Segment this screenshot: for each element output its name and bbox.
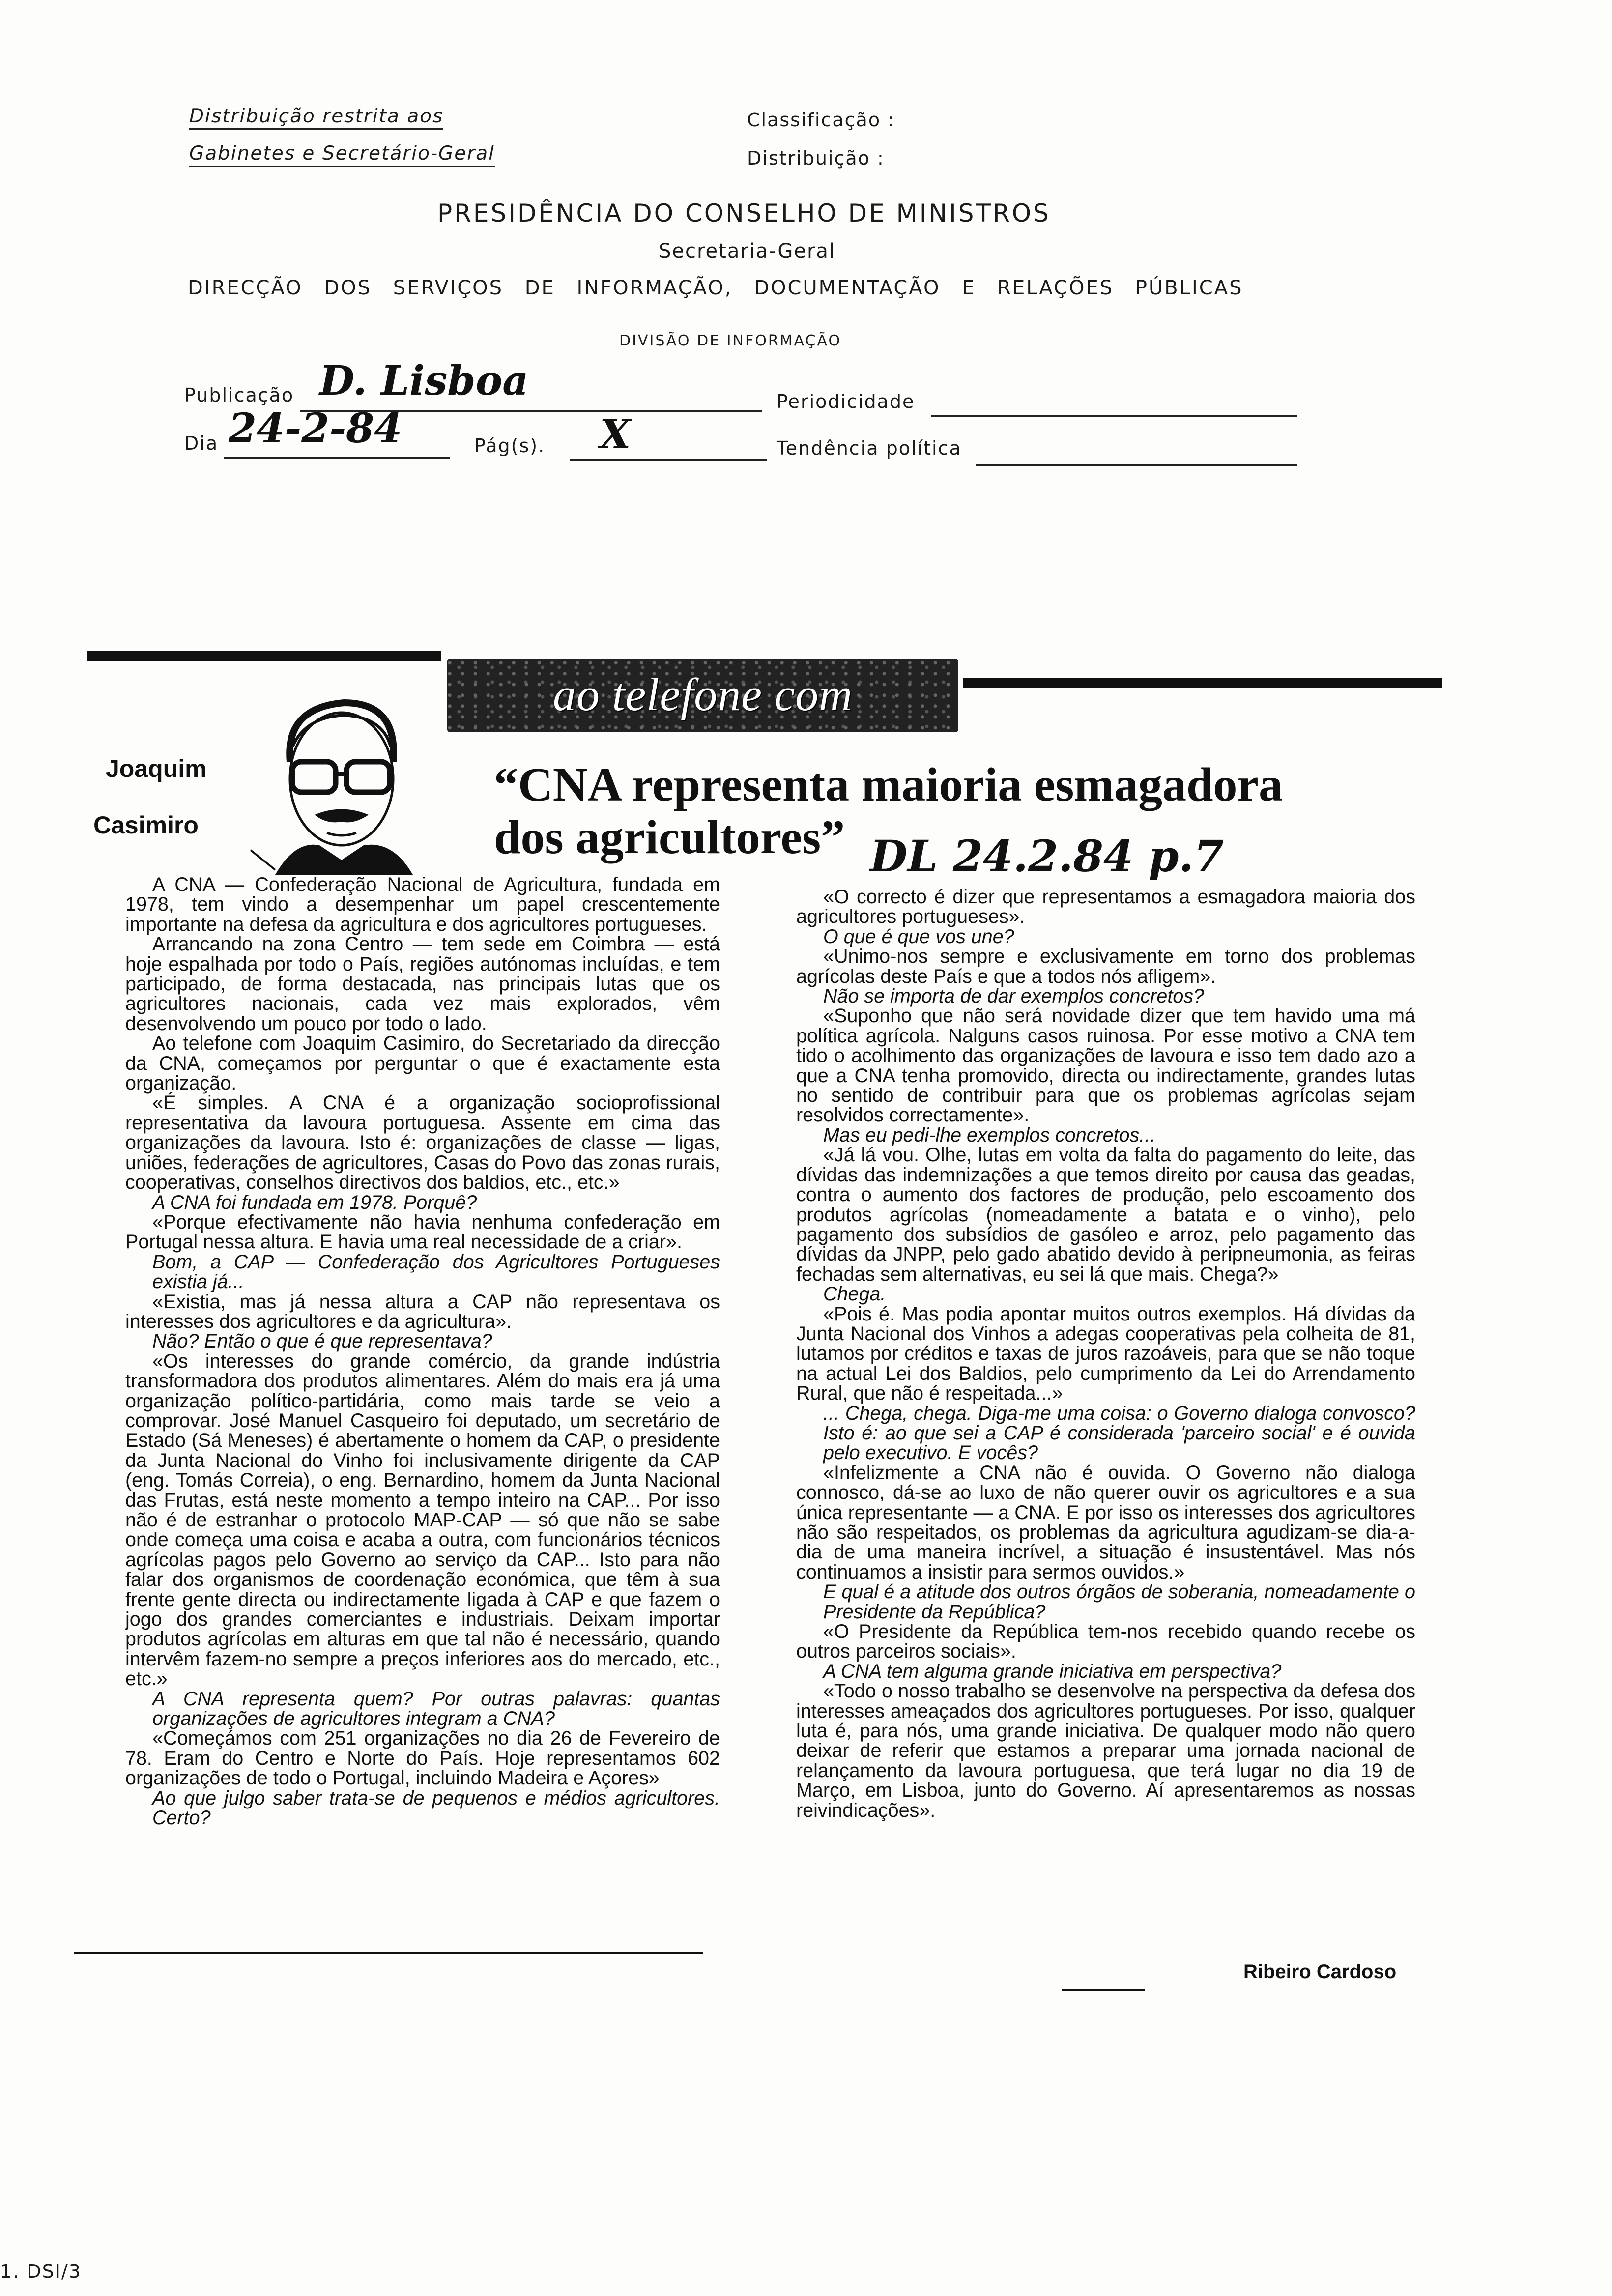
secretaria-geral: Secretaria-Geral: [659, 240, 836, 262]
paragraph: «Unimo-nos sempre e exclusivamente em torno dos problemas agrícolas deste País e que a todos nós afligem».: [796, 946, 1415, 987]
right-column: [796, 887, 1415, 1963]
paragraph: «Começámos com 251 organizações no dia 26 de Fevereiro de 78. Eram do Centro e Norte do País. Hoje representamos 602 organizações de todo o Portugal, incluindo Madeira e Açores»: [125, 1727, 720, 1789]
handwritten-ref: DL 24.2.84 p.7: [870, 831, 1224, 882]
banner-title: ao telefone com: [552, 669, 853, 720]
distribution-note-line2: Gabinetes e Secretário-Geral: [189, 143, 495, 167]
form-code: 1. DSI/3: [0, 2261, 82, 2282]
publicacao-label: Publicação: [184, 384, 294, 406]
paragraph: «É simples. A CNA é a organização socioprofissional representativa da lavoura portuguesa. Assente em cima das organizações da lavoura. Isto é: organizações de classe — ligas, uniões, federações de agricultores, Casas do Povo das zonas rurais, cooperativas, conselhos directivos dos baldios, etc., etc.»: [125, 1092, 720, 1194]
paragraph: A CNA foi fundada em 1978. Porquê?: [152, 1191, 477, 1213]
paragraph: A CNA — Confederação Nacional de Agricultura, fundada em 1978, tem vindo a desempenhar um papel crescentemente importante na defesa da agricultura e dos agricultores portugueses.: [125, 875, 720, 935]
paragraph: Chega.: [823, 1283, 886, 1305]
pags-value: X: [600, 411, 631, 458]
headline-line1: “CNA representa maioria esmagadora: [494, 758, 1283, 811]
paragraph: «Os interesses do grande comércio, da grande indústria transformadora dos produtos alimentares. Além do mais era já uma organização político-partidária, como mais tarde se veio a comprovar. José Manuel Casqueiro foi deputado, um secretário de Estado (Sá Meneses) é abertamente o homem da CAP, o presidente da Junta Nacional do Vinho foi inclusivamente dirigente da CAP (eng. Tomás Correia), o eng. Bernardino, homem da Junta Nacional das Frutas, está neste momento a tempo inteiro na CAP... Por isso não é de estranhar o protocolo MAP-CAP — só que não se sabe onde começa uma coisa e acaba a outra, com funcionários técnicos agrícolas pagos pelo Governo ao serviço da CAP... Isto para não falar dos organismos de coordenação económica, que têm à sua frente gente directa ou indirectamente ligada à CAP e que fazem o jogo dos grandes comerciantes e industriais. Deixam importar produtos agrícolas em alturas em que tal não é necessário, quando intervêm fazem-no sempre a preços inferiores aos do mercado, etc., etc.»: [125, 1350, 720, 1690]
divisao-informacao: DIVISÃO DE INFORMAÇÃO: [619, 332, 842, 349]
top-rule-left: [87, 651, 441, 661]
section-banner: [447, 659, 958, 732]
paragraph: «Porque efectivamente não havia nenhuma confederação em Portugal nessa altura. E havia uma real necessidade de a criar».: [125, 1211, 720, 1253]
paragraph: Não se importa de dar exemplos concretos?: [823, 985, 1205, 1007]
paragraph: Mas eu pedi-lhe exemplos concretos...: [823, 1124, 1156, 1146]
person-last-name: Casimiro: [93, 811, 199, 839]
pags-label: Pág(s).: [474, 435, 546, 457]
author-byline: Ribeiro Cardoso: [1243, 1961, 1397, 1982]
tendencia-field: [976, 440, 1297, 466]
distribution-note-line1: Distribuição restrita aos: [189, 105, 443, 130]
dia-label: Dia: [184, 432, 219, 454]
paragraph: Não? Então o que é que representava?: [152, 1330, 492, 1352]
paragraph: Ao telefone com Joaquim Casimiro, do Secretariado da direcção da CNA, começamos por perguntar o que é exactamente esta organização.: [125, 1033, 720, 1094]
paragraph: Arrancando na zona Centro — tem sede em Coimbra — está hoje espalhada por todo o País, regiões autónomas incluídas, e tem participado, de forma destacada, nas principais lutas que os agricultores nacionais, cada vez mais explorados, vêm desenvolvendo um pouco por todo o lado.: [125, 933, 720, 1034]
dia-field: [224, 403, 450, 459]
paragraph: ... Chega, chega. Diga-me uma coisa: o Governo dialoga convosco? Isto é: ao que sei a CAP é considerada 'parceiro social' e é ouvida pelo executivo. E vocês?: [823, 1402, 1415, 1464]
paragraph: «Pois é. Mas podia apontar muitos outros exemplos. Há dívidas da Junta Nacional dos Vinhos a adegas cooperativas pela colheita de 81, lutamos por créditos e taxas de juros razoáveis, para que se não toque na actual Lei dos Baldios, pelo cumprimento da Lei do Arrendamento Rural, que não é respeitada...»: [796, 1303, 1415, 1405]
paragraph: A CNA tem alguma grande iniciativa em perspectiva?: [823, 1660, 1282, 1682]
paragraph: «Suponho que não será novidade dizer que tem havido uma má política agrícola. Nalguns casos ruinosa. Por esse motivo a CNA tem tido o acolhimento das organizações de lavoura e isso tem dado azo a que a CNA tenha promovido, directa ou indirectamente, grandes lutas no sentido de contribuir para que os problemas agrícolas sejam resolvidos correctamente».: [796, 1005, 1415, 1126]
paragraph: E qual é a atitude dos outros órgãos de soberania, nomeadamente o Presidente da República?: [823, 1581, 1415, 1623]
publicacao-value: D. Lisboa: [319, 357, 529, 404]
bottom-rule-left: [74, 1952, 703, 1954]
paragraph: «Já lá vou. Olhe, lutas em volta da falta do pagamento do leite, das dívidas das indemnizações a que temos direito por causa das geadas, contra o aumento dos factores de produção, pelo escoamento dos produtos agrícolas (nomeadamente a batata e o vinho), pelo pagamento dos subsídios de gasóleo e arroz, pelo pagamento das dívidas da JNPP, pelo gado abatido devido à peripneumonia, as feiras fechadas sem alternativas, eu sei lá que mais. Chega?»: [796, 1144, 1415, 1285]
portrait: [246, 688, 428, 875]
classificacao-label: Classificação :: [747, 109, 895, 131]
tendencia-label: Tendência política: [777, 437, 962, 459]
direccao-servicos: DIRECÇÃO DOS SERVIÇOS DE INFORMAÇÃO, DOCUMENTAÇÃO E RELAÇÕES PÚBLICAS: [188, 277, 1243, 299]
paragraph: Ao que julgo saber trata-se de pequenos e médios agricultores. Certo?: [152, 1787, 720, 1829]
end-mark: [1062, 1989, 1145, 1991]
top-rule-right: [963, 678, 1442, 688]
person-first-name: Joaquim: [106, 755, 207, 782]
periodicidade-label: Periodicidade: [777, 391, 915, 412]
paragraph: «Todo o nosso trabalho se desenvolve na perspectiva da defesa dos interesses ameaçados dos agricultores portugueses. Por isso, qualquer luta é, para nós, uma grande iniciativa. De qualquer modo não quero deixar de referir que estamos a preparar uma jornada nacional de relançamento da lavoura portuguesa, que terá lugar no dia 19 de Março, em Lisboa, junto do Governo. Aí apresentaremos as nossas reivindicações».: [796, 1680, 1415, 1821]
pags-field: [570, 408, 767, 461]
dia-value: 24-2-84: [229, 405, 403, 452]
paragraph: «O Presidente da República tem-nos recebido quando recebe os outros parceiros sociais».: [796, 1621, 1415, 1663]
paragraph: «Infelizmente a CNA não é ouvida. O Governo não dialoga connosco, dá-se ao luxo de não querer ouvir os agricultores e a sua única representante — a CNA. E por isso os interesses dos agricultores não são respeitados, os problemas da agricultura agudizam-se dia-a-dia de uma maneira incrível, a situação é insustentável. Mas nós continuamos a insistir para sermos ouvidos.»: [796, 1462, 1415, 1583]
paragraph: O que é que vos une?: [823, 925, 1014, 947]
paragraph: «O correcto é dizer que representamos a esmagadora maioria dos agricultores portugueses».: [796, 887, 1415, 928]
ministry-title: PRESIDÊNCIA DO CONSELHO DE MINISTROS: [437, 199, 1051, 228]
left-column: [125, 875, 720, 1946]
paragraph: A CNA representa quem? Por outras palavras: quantas organizações de agricultores integram a CNA?: [152, 1688, 720, 1730]
paragraph: «Existia, mas já nessa altura a CAP não representava os interesses dos agricultores e da agricultura».: [125, 1291, 720, 1332]
periodicidade-field: [931, 391, 1297, 417]
distribuicao-label: Distribuição :: [747, 147, 885, 169]
paragraph: Bom, a CAP — Confederação dos Agricultores Portugueses existia já...: [152, 1251, 720, 1293]
headline-line2: dos agricultores”: [494, 811, 845, 864]
